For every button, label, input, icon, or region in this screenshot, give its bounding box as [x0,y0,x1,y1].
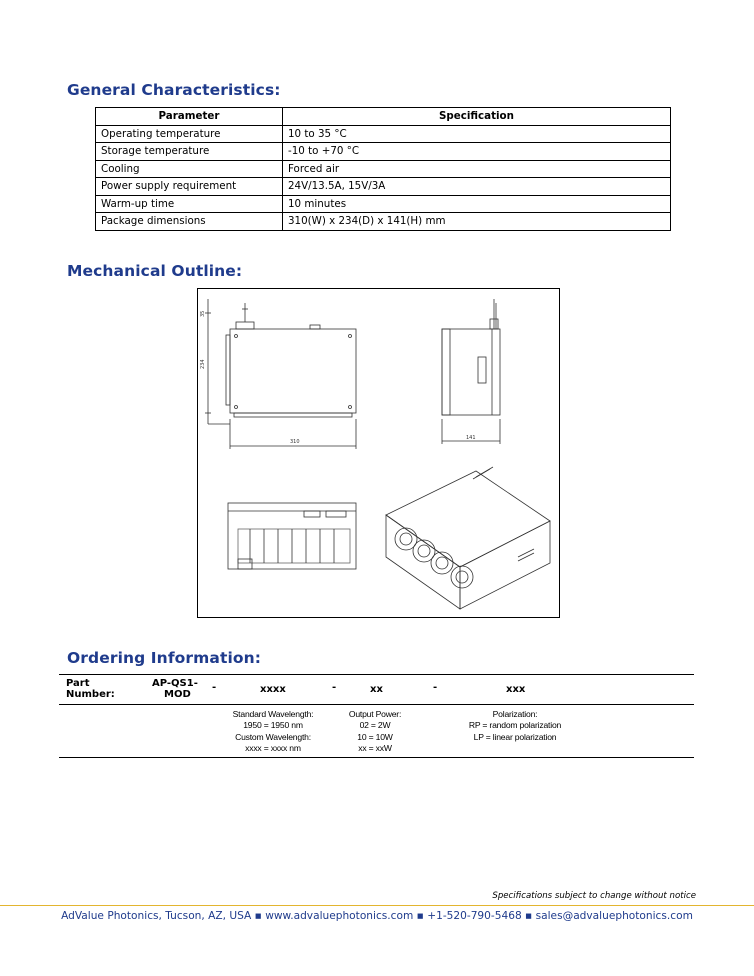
front-view-drawing [228,503,356,569]
table-cell: Package dimensions [96,213,283,231]
wavelength-option: Custom Wavelength: [235,731,311,742]
separator-dash: - [212,682,217,693]
dimension-small-label: 35 [200,310,206,317]
spec-table [95,107,671,231]
table-cell: 10 to 35 °C [283,125,671,143]
table-cell: 310(W) x 234(D) x 141(H) mm [283,213,671,231]
dimension-height-label: 141 [466,435,476,441]
power-option: 02 = 2W [359,720,391,731]
general-characteristics-heading: General Characteristics: [67,81,281,99]
mechanical-outline-heading: Mechanical Outline: [67,262,243,280]
ordering-mid-rule [59,704,694,705]
ordering-bottom-rule [59,757,694,758]
separator-dash: - [433,682,438,693]
isometric-view-drawing [386,467,550,609]
footer-contact: AdValue Photonics, Tucson, AZ, USA ▪ www.advaluephotonics.com ▪ +1-520-790-5468 ▪ sales@advaluephotonics.com [61,910,693,922]
side-view-drawing [442,299,500,444]
change-notice: Specifications subject to change without notice [492,891,696,901]
polarization-option: RP = random polarization [468,720,562,731]
polarization-code: xxx [506,684,526,695]
table-cell: -10 to +70 °C [283,143,671,161]
table-row [96,178,671,196]
part-label-line1: Part [66,678,90,689]
ordering-top-rule [59,674,694,675]
wavelength-code: xxxx [260,684,286,695]
wavelength-option: Standard Wavelength: [232,709,314,719]
footer-rule [0,905,754,906]
table-row [96,125,671,143]
polarization-option: Polarization: [492,709,538,719]
power-options [336,709,414,754]
part-label-line2: Number: [66,689,115,700]
polarization-options [452,709,578,743]
model-prefix-line1: AP-QS1- [152,678,198,689]
table-cell: Storage temperature [96,143,283,161]
table-row [96,160,671,178]
table-cell: Power supply requirement [96,178,283,196]
model-prefix-line2: MOD [164,689,191,700]
mechanical-drawing [197,288,560,618]
header-parameter: Parameter [96,108,283,126]
separator-dash: - [332,682,337,693]
table-cell: Forced air [283,160,671,178]
table-cell: Cooling [96,160,283,178]
table-row [96,195,671,213]
wavelength-option: 1950 = 1950 nm [243,720,303,731]
table-header-row [96,108,671,126]
power-code: xx [370,684,383,695]
ordering-information-heading: Ordering Information: [67,649,262,667]
wavelength-option: xxxx = xxxx nm [245,742,301,753]
table-cell: 10 minutes [283,195,671,213]
table-row [96,143,671,161]
top-view-drawing [205,299,356,449]
table-cell: 24V/13.5A, 15V/3A [283,178,671,196]
dimension-width-label: 310 [290,439,300,445]
header-specification: Specification [283,108,671,126]
polarization-option: LP = linear polarization [473,731,557,742]
table-cell: Operating temperature [96,125,283,143]
power-option: 10 = 10W [357,731,393,742]
dimension-depth-label: 234 [200,359,206,369]
power-option: xx = xxW [358,742,392,753]
table-cell: Warm-up time [96,195,283,213]
power-option: Output Power: [348,709,402,719]
table-row [96,213,671,231]
wavelength-options [220,709,326,754]
